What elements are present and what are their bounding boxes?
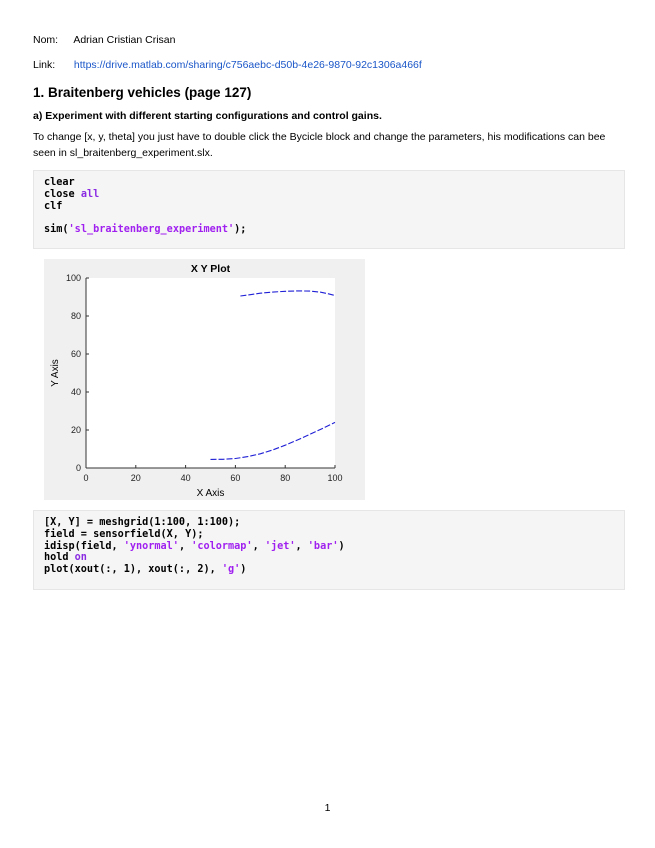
code-text: close: [44, 188, 81, 200]
x-tick-label: 60: [230, 473, 241, 483]
author-line: [33, 34, 175, 46]
y-tick-label: 40: [70, 387, 81, 397]
code-line: [44, 541, 614, 553]
code-text: ): [240, 564, 247, 576]
x-tick-label: 80: [280, 473, 291, 483]
code-line: [44, 177, 614, 189]
y-tick-label: 60: [70, 349, 81, 359]
code-keyword: all: [80, 188, 100, 200]
code-line: [44, 201, 614, 213]
section-title: 1. Braitenberg vehicles (page 127): [33, 85, 252, 100]
code-text: plot(xout(:, 1), xout(:, 2),: [44, 564, 222, 576]
code-string: 'g': [221, 564, 241, 576]
y-axis-label: Y Axis: [50, 359, 61, 387]
code-text: idisp(field,: [44, 540, 124, 552]
y-tick-label: 20: [70, 425, 81, 435]
code-text: field = sensorfield(X, Y);: [44, 528, 204, 540]
code-keyword: on: [74, 552, 87, 564]
author-name: Adrian Cristian Crisan: [73, 34, 176, 46]
code-text: ): [338, 540, 345, 552]
code-block-2: [33, 510, 625, 590]
x-axis-label: X Axis: [196, 488, 225, 499]
description-paragraph: To change [x, y, theta] you just have to double click the Bycicle block and change the parameters, his modifications can bee seen in sl_braitenberg_experiment.slx.: [33, 131, 606, 159]
code-string: 'jet': [264, 540, 296, 552]
y-tick-label: 100: [65, 273, 81, 283]
xy-plot-chart: [44, 259, 365, 500]
y-tick-label: 0: [75, 463, 81, 473]
code-text: clear: [44, 177, 75, 188]
code-line: [44, 517, 614, 529]
y-tick-label: 80: [70, 311, 81, 321]
chart-title: X Y Plot: [190, 263, 231, 275]
code-text: );: [234, 224, 247, 236]
code-text: ,: [252, 540, 265, 552]
code-text: ,: [295, 540, 308, 552]
code-text: ,: [178, 540, 192, 552]
figure-panel: [44, 259, 365, 500]
x-tick-label: 0: [83, 473, 89, 483]
section-subtitle: a) Experiment with different starting configurations and control gains.: [33, 110, 382, 122]
code-string: 'colormap': [191, 540, 253, 552]
x-tick-label: 40: [180, 473, 191, 483]
page-number: 1: [324, 802, 331, 814]
code-text: sim(: [44, 224, 69, 236]
code-line-blank: [44, 212, 614, 224]
link-line: [33, 59, 422, 71]
code-string: 'ynormal': [123, 540, 179, 552]
code-string: 'bar': [307, 540, 339, 552]
code-text: clf: [44, 200, 63, 212]
link-label: Link:: [33, 59, 56, 71]
x-tick-label: 100: [327, 473, 343, 483]
name-label: Nom:: [33, 34, 59, 46]
code-line: [44, 189, 614, 201]
code-text: hold: [44, 552, 75, 564]
code-string: 'sl_braitenberg_experiment': [68, 224, 235, 236]
drive-link[interactable]: https://drive.matlab.com/sharing/c756aebc-d50b-4e26-9870-92c1306a466f: [73, 59, 422, 71]
code-line: [44, 224, 614, 236]
code-line: [44, 552, 614, 564]
code-text: [X, Y] = meshgrid(1:100, 1:100);: [44, 517, 241, 528]
code-line: [44, 564, 614, 576]
x-tick-label: 20: [130, 473, 141, 483]
code-block-1: [33, 170, 625, 249]
code-line: [44, 529, 614, 541]
